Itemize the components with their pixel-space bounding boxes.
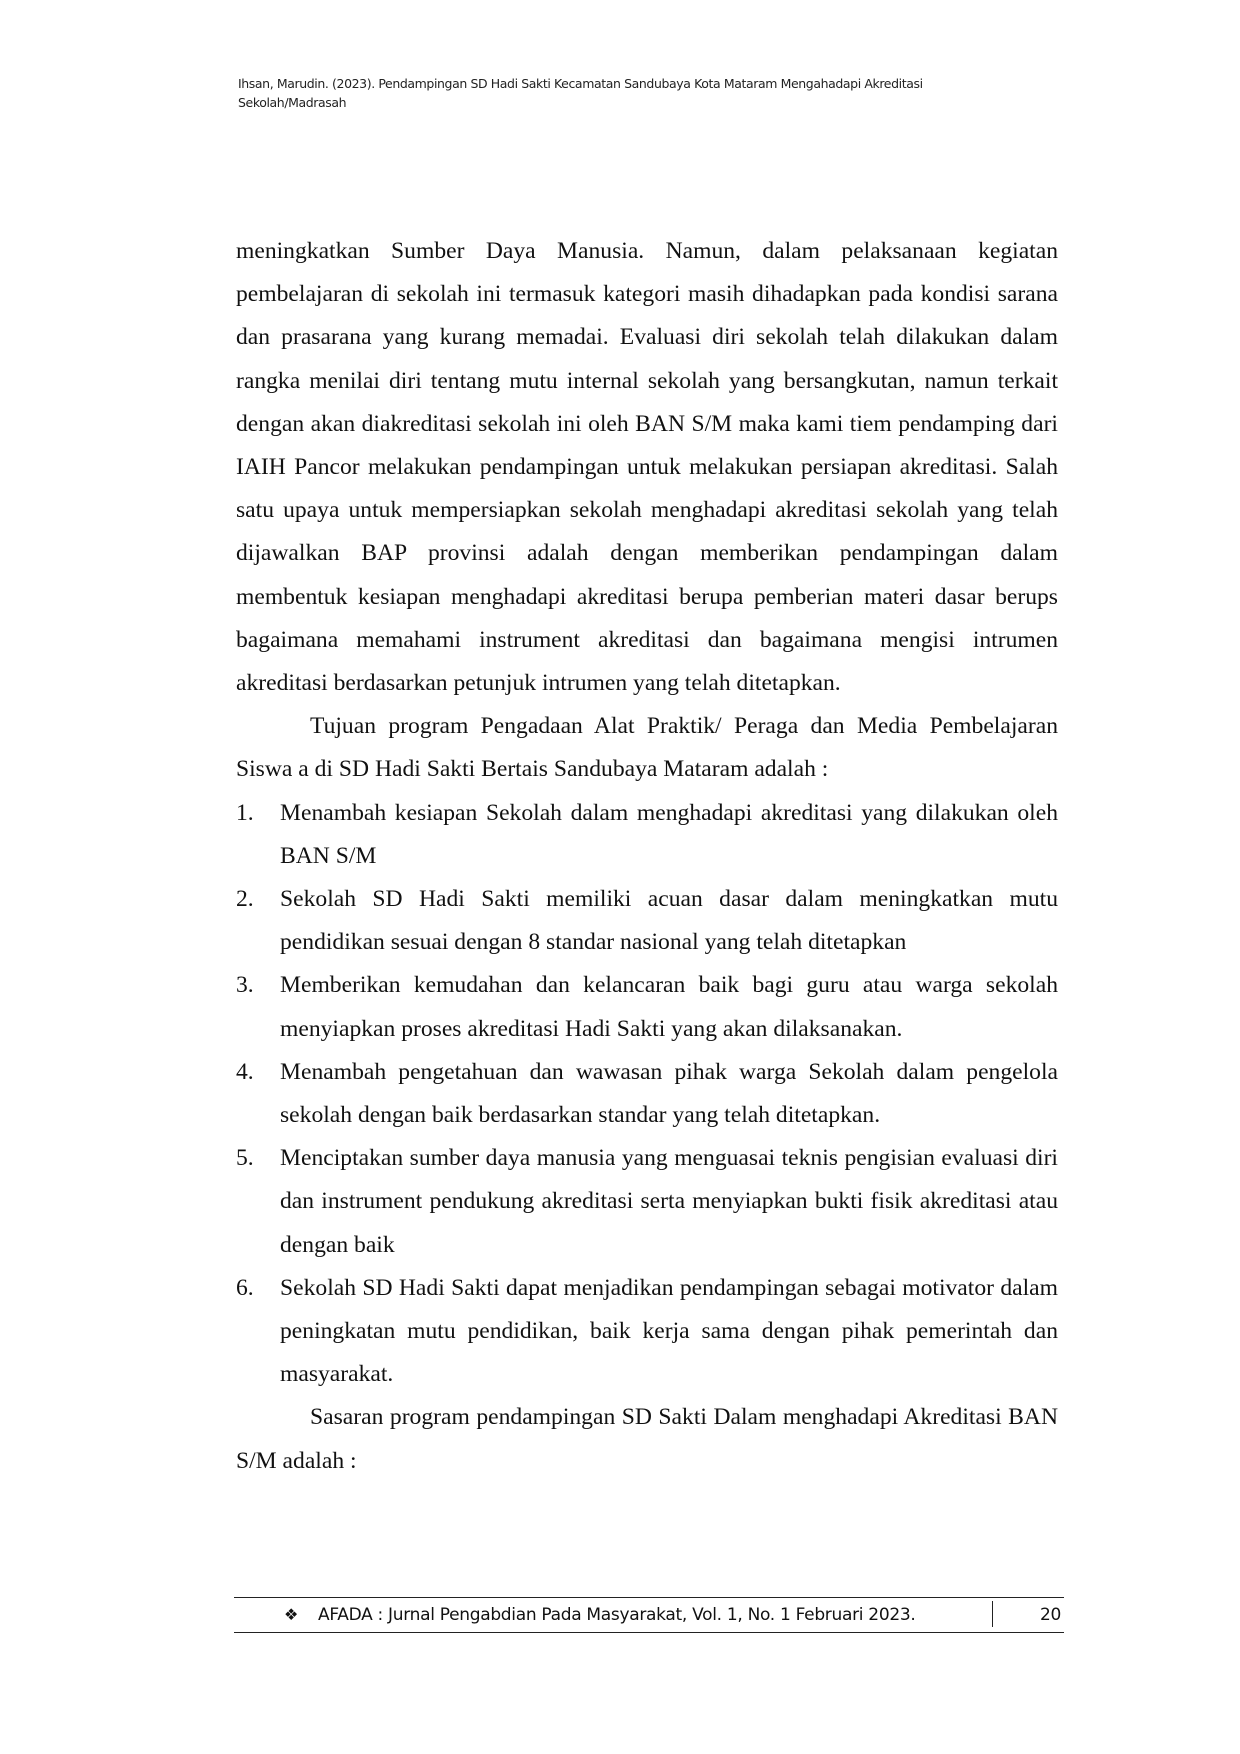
list-item-text: Menambah kesiapan Sekolah dalam menghadapi akreditasi yang dilakukan oleh BAN S/M [280,799,1058,869]
footer-rule-top [234,1597,1064,1598]
list-item-number: 1. [236,799,254,826]
objectives-list [236,792,1058,1397]
list-item-number: 3. [236,972,254,999]
list-item-text: Sekolah SD Hadi Sakti memiliki acuan dasar dalam meningkatkan mutu pendidikan sesuai dengan 8 standar nasional yang telah ditetapkan [280,886,1058,956]
list-item [236,792,1058,878]
list-item-number: 4. [236,1058,254,1085]
list-item [236,1267,1058,1397]
running-head [238,74,1058,112]
body-text [236,230,1058,1483]
list-item-text: Memberikan kemudahan dan kelancaran baik bagi guru atau warga sekolah menyiapkan proses akreditasi Hadi Sakti yang akan dilaksanakan. [280,972,1058,1042]
footer-separator [992,1601,993,1627]
list-item-number: 5. [236,1145,254,1172]
list-item-number: 6. [236,1274,254,1301]
footer-rule-bottom [234,1632,1064,1633]
footer-journal-citation: AFADA : Jurnal Pengabdian Pada Masyarakat, Vol. 1, No. 1 Februari 2023. [318,1605,916,1625]
list-item-text: Menciptakan sumber daya manusia yang menguasai teknis pengisian evaluasi diri dan instrument pendukung akreditasi serta menyiapkan bukti fisik akreditasi atau dengan baik [280,1145,1058,1258]
list-item-text: Sekolah SD Hadi Sakti dapat menjadikan pendampingan sebagai motivator dalam peningkatan mutu pendidikan, baik kerja sama dengan pihak pemerintah dan masyarakat. [280,1274,1058,1388]
page-number: 20 [1040,1605,1062,1625]
citation-line-1: Ihsan, Marudin. (2023). Pendampingan SD Hadi Sakti Kecamatan Sandubaya Kota Mataram Mengahadapi Akreditasi [238,76,923,91]
list-item [236,1137,1058,1267]
paragraph-program-target: Sasaran program pendampingan SD Sakti Dalam menghadapi Akreditasi BAN S/M adalah : [236,1404,1058,1474]
list-item-number: 2. [236,886,254,913]
paragraph-program-objective: Tujuan program Pengadaan Alat Praktik/ Peraga dan Media Pembelajaran Siswa a di SD Hadi Sakti Bertais Sandubaya Mataram adalah : [236,713,1058,783]
list-item [236,964,1058,1050]
list-item [236,1051,1058,1137]
citation-line-2: Sekolah/Madrasah [238,95,347,110]
footer-bullet-icon: ❖ [284,1605,299,1624]
paragraph-continuation: meningkatkan Sumber Daya Manusia. Namun, dalam pelaksanaan kegiatan pembelajaran di sekolah ini termasuk kategori masih dihadapkan pada kondisi sarana dan prasarana yang kurang memadai. Evaluasi diri sekolah telah dilakukan dalam rangka menilai diri tentang mutu internal sekolah yang bersangkutan, namun terkait dengan akan diakreditasi sekolah ini oleh BAN S/M maka kami tiem pendamping dari IAIH Pancor melakukan pendampingan untuk melakukan persiapan akreditasi. Salah satu upaya untuk mempersiapkan sekolah menghadapi akreditasi sekolah yang telah dijawalkan BAP provinsi adalah dengan memberikan pendampingan dalam membentuk kesiapan menghadapi akreditasi berupa pemberian materi dasar berups bagaimana memahami instrument akreditasi dan bagaimana mengisi intrumen akreditasi berdasarkan petunjuk intrumen yang telah ditetapkan. [236,238,1058,697]
list-item [236,878,1058,964]
list-item-text: Menambah pengetahuan dan wawasan pihak warga Sekolah dalam pengelola sekolah dengan baik berdasarkan standar yang telah ditetapkan. [280,1058,1058,1129]
